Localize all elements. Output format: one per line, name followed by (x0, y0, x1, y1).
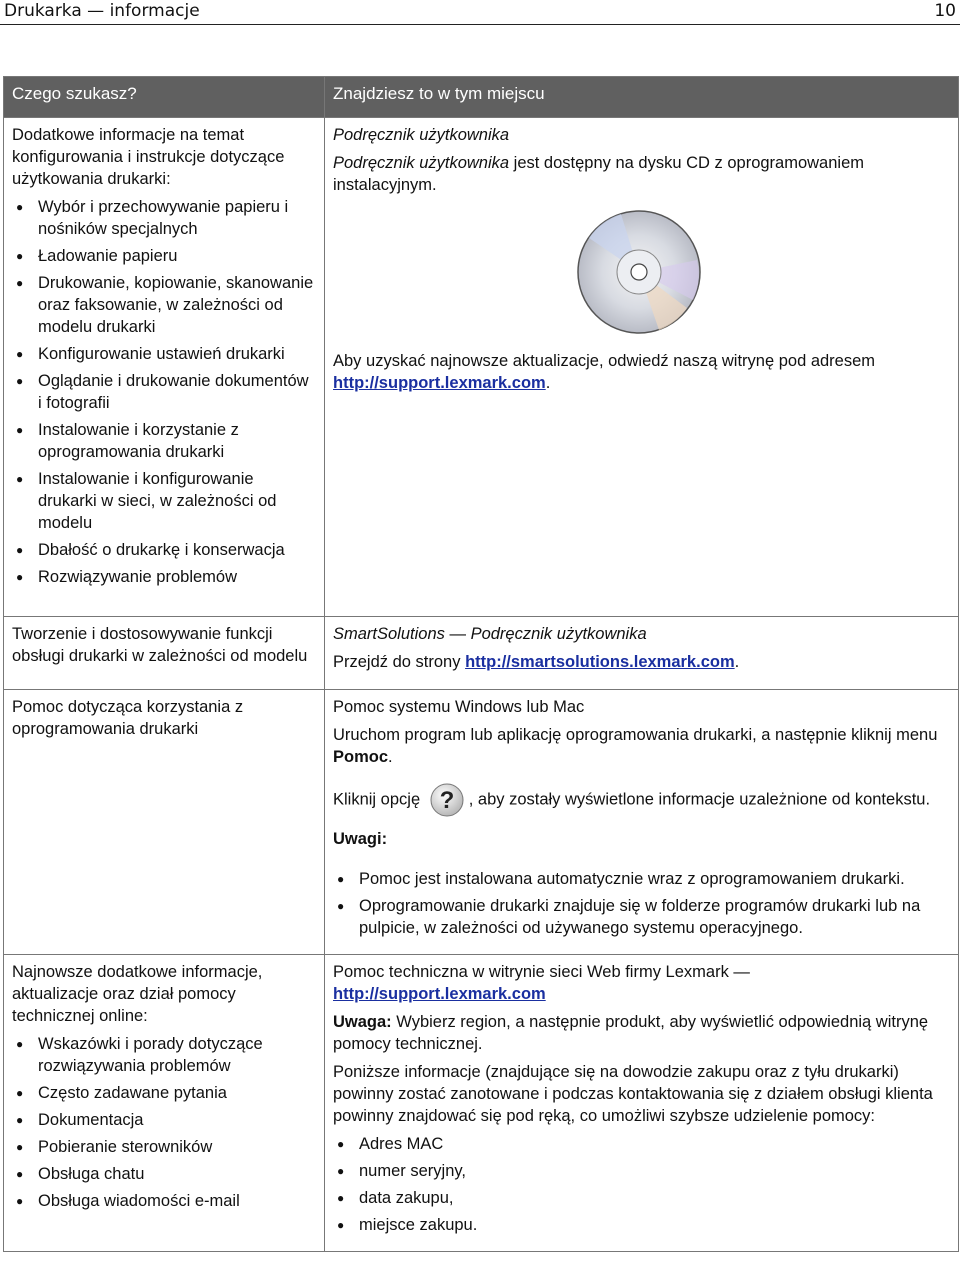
user-guide-title: Podręcznik użytkownika (333, 126, 510, 144)
row3-left-text: Pomoc dotycząca korzystania z oprogramowania drukarki (12, 698, 244, 738)
row3-right (325, 690, 959, 955)
list-item: ● Ładowanie papieru (12, 245, 316, 267)
info-table (3, 76, 959, 1252)
list-item: ● Drukowanie, kopiowanie, skanowanie oraz faksowanie, w zależności od modelu drukarki (12, 272, 316, 338)
row2-left-text: Tworzenie i dostosowywanie funkcji obsługi drukarki w zależności od modelu (12, 625, 308, 665)
row4-intro: Najnowsze dodatkowe informacje, aktualizacje oraz dział pomocy technicznej online: (12, 963, 263, 1025)
update-text: Aby uzyskać najnowsze aktualizacje, odwiedź naszą witrynę pod adresem http://support.lexmark.com. (333, 352, 876, 392)
page-number: 10 (934, 1, 956, 21)
row2-right (325, 617, 959, 690)
info-list (333, 1133, 950, 1236)
list-item: ● Pobieranie sterowników (12, 1136, 316, 1158)
page-header (0, 0, 960, 25)
table-header-row (4, 77, 959, 118)
table-row (4, 955, 959, 1252)
row1-right (325, 118, 959, 617)
list-item: ● Dokumentacja (12, 1109, 316, 1131)
notes-label: Uwagi: (333, 830, 388, 848)
row3-left (4, 690, 325, 955)
list-item: ● miejsce zakupu. (333, 1214, 950, 1236)
list-item: ● Instalowanie i korzystanie z oprogramowania drukarki (12, 419, 316, 463)
list-item: ● Pomoc jest instalowana automatycznie wraz z oprogramowaniem drukarki. (333, 868, 950, 890)
help-text: Uruchom program lub aplikację oprogramowania drukarki, a następnie kliknij menu Pomoc. (333, 726, 938, 766)
list-item: ● data zakupu, (333, 1187, 950, 1209)
col-header-what: Czego szukasz? (4, 77, 325, 118)
list-item: ● Często zadawane pytania (12, 1082, 316, 1104)
list-item: ● Obsługa chatu (12, 1163, 316, 1185)
tech-support-link[interactable]: http://support.lexmark.com (333, 985, 546, 1003)
smartsolutions-title: SmartSolutions — Podręcznik użytkownika (333, 625, 647, 643)
row4-left (4, 955, 325, 1252)
tech-support-title: Pomoc techniczna w witrynie sieci Web firmy Lexmark — http://support.lexmark.com (333, 963, 750, 1003)
col-header-where: Znajdziesz to w tym miejscu (325, 77, 959, 118)
info-text: Poniższe informacje (znajdujące się na dowodzie zakupu oraz z tyłu drukarki) powinny zostać zanotowane i podczas kontaktowania się z działem obsługi klienta powinny znajdować się pod ręką, co umożliwi szybsze udzielenie pomocy: (333, 1063, 933, 1125)
header-title: Drukarka — informacje (4, 1, 200, 21)
row4-right (325, 955, 959, 1252)
help-click-text: Kliknij opcję ? , aby zostały wyświetlone informacje uzależnione od kontekstu. (333, 782, 950, 818)
row1-list (12, 196, 316, 588)
user-guide-text: Podręcznik użytkownika jest dostępny na dysku CD z oprogramowaniem instalacyjnym. (333, 154, 864, 194)
list-item: ● Wybór i przechowywanie papieru i nośników specjalnych (12, 196, 316, 240)
notes-list (333, 868, 950, 939)
cd-disc-icon (569, 208, 709, 336)
support-link[interactable]: http://support.lexmark.com (333, 374, 546, 392)
smartsolutions-text: Przejdź do strony http://smartsolutions.lexmark.com. (333, 653, 740, 671)
list-item: ● Oglądanie i drukowanie dokumentów i fotografii (12, 370, 316, 414)
help-question-icon (429, 782, 465, 818)
list-item: ● Instalowanie i konfigurowanie drukarki w sieci, w zależności od modelu (12, 468, 316, 534)
row4-list (12, 1033, 316, 1212)
list-item: ● Rozwiązywanie problemów (12, 566, 316, 588)
table-row (4, 118, 959, 617)
help-title: Pomoc systemu Windows lub Mac (333, 698, 585, 716)
list-item: ● Konfigurowanie ustawień drukarki (12, 343, 316, 365)
smartsolutions-link[interactable]: http://smartsolutions.lexmark.com (465, 653, 735, 671)
row2-left (4, 617, 325, 690)
row1-left (4, 118, 325, 617)
list-item: ● Adres MAC (333, 1133, 950, 1155)
list-item: ● Oprogramowanie drukarki znajduje się w folderze programów drukarki lub na pulpicie, w zależności od używanego systemu operacyjnego. (333, 895, 950, 939)
list-item: ● Wskazówki i porady dotyczące rozwiązywania problemów (12, 1033, 316, 1077)
svg-text:?: ? (439, 787, 455, 814)
list-item: ● numer seryjny, (333, 1160, 950, 1182)
list-item: ● Obsługa wiadomości e-mail (12, 1190, 316, 1212)
row1-intro: Dodatkowe informacje na temat konfigurowania i instrukcje dotyczące użytkowania drukarki: (12, 126, 285, 188)
table-row (4, 690, 959, 955)
region-note: Uwaga: Wybierz region, a następnie produkt, aby wyświetlić odpowiednią witrynę pomocy technicznej. (333, 1013, 929, 1053)
table-row (4, 617, 959, 690)
list-item: ● Dbałość o drukarkę i konserwacja (12, 539, 316, 561)
